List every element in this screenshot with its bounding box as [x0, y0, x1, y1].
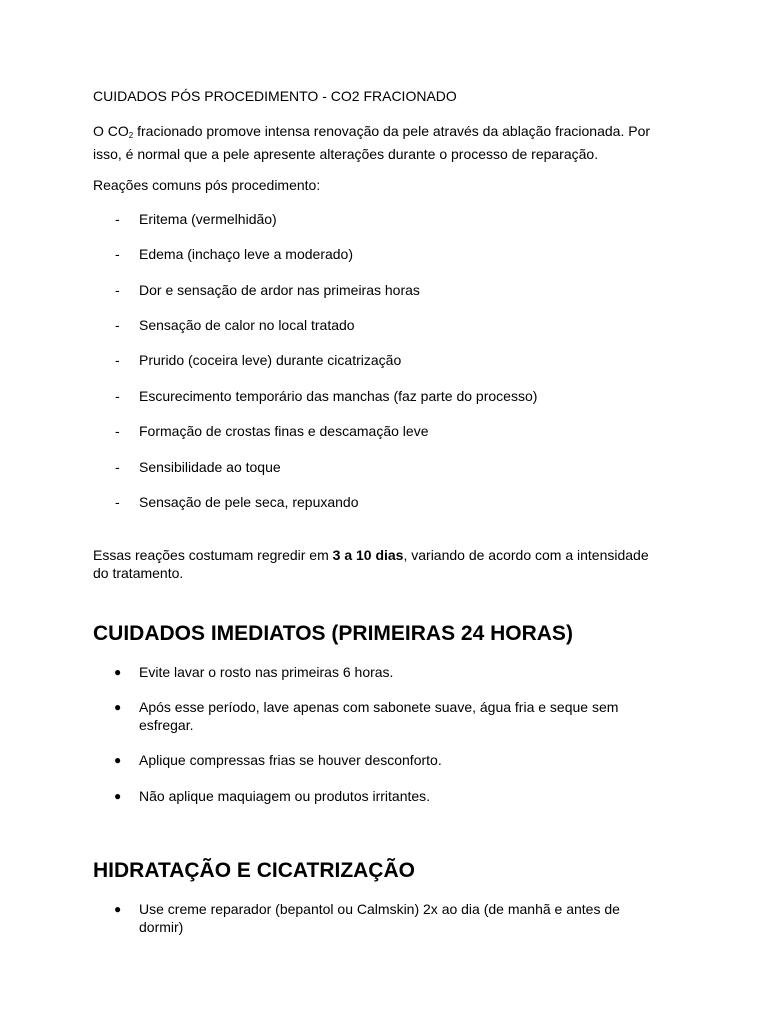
dash-marker: -	[115, 459, 120, 475]
intro-subscript: 2	[128, 131, 134, 140]
reaction-text: Dor e sensação de ardor nas primeiras horas	[139, 282, 420, 298]
reaction-text: Prurido (coceira leve) durante cicatrização	[139, 352, 402, 368]
section-title-hydration: HIDRATAÇÃO E CICATRIZAÇÃO	[93, 859, 415, 882]
regress-duration: 3 a 10 dias	[332, 547, 404, 563]
dash-marker: -	[115, 246, 120, 262]
immediate-text: Evite lavar o rosto nas primeiras 6 horas.	[139, 664, 394, 680]
dash-marker: -	[115, 317, 120, 333]
reaction-text: Sensibilidade ao toque	[139, 459, 281, 475]
dash-marker: -	[115, 388, 120, 404]
immediate-text: Após esse período, lave apenas com sabonete suave, água fria e seque sem esfregar.	[139, 699, 619, 733]
bullet-marker: ●	[114, 700, 122, 714]
reaction-text: Formação de crostas finas e descamação leve	[139, 423, 429, 439]
section-title-immediate: CUIDADOS IMEDIATOS (PRIMEIRAS 24 HORAS)	[93, 622, 573, 645]
reaction-text: Sensação de calor no local tratado	[139, 317, 355, 333]
dash-marker: -	[115, 423, 120, 439]
regress-paragraph	[93, 546, 668, 582]
reactions-label: Reações comuns pós procedimento:	[93, 177, 321, 193]
reaction-text: Sensação de pele seca, repuxando	[139, 494, 359, 510]
regress-text-start: Essas reações costumam regredir em	[93, 547, 333, 563]
bullet-marker: ●	[114, 753, 122, 767]
intro-text-start: O CO	[93, 123, 129, 139]
reaction-text: Eritema (vermelhidão)	[139, 211, 277, 227]
intro-paragraph	[93, 122, 668, 163]
bullet-marker: ●	[114, 665, 122, 679]
immediate-text: Aplique compressas frias se houver desconforto.	[139, 752, 442, 768]
hydration-text: Use creme reparador (bepantol ou Calmskin) 2x ao dia (de manhã e antes de dormir)	[139, 901, 620, 935]
document-heading: CUIDADOS PÓS PROCEDIMENTO - CO2 FRACIONADO	[93, 88, 457, 104]
dash-marker: -	[115, 494, 120, 510]
reaction-text: Escurecimento temporário das manchas (faz parte do processo)	[139, 388, 538, 404]
dash-marker: -	[115, 211, 120, 227]
intro-text-rest: fracionado promove intensa renovação da pele através da ablação fracionada. Por isso, é normal que a pele apresente alterações durante o processo de reparação.	[93, 123, 651, 162]
dash-marker: -	[115, 352, 120, 368]
bullet-marker: ●	[114, 902, 122, 916]
immediate-text: Não aplique maquiagem ou produtos irritantes.	[139, 788, 431, 804]
reaction-text: Edema (inchaço leve a moderado)	[139, 246, 354, 262]
bullet-marker: ●	[114, 789, 122, 803]
dash-marker: -	[115, 282, 120, 298]
regress-text-rest: , variando de acordo com a intensidade do tratamento.	[93, 547, 649, 581]
